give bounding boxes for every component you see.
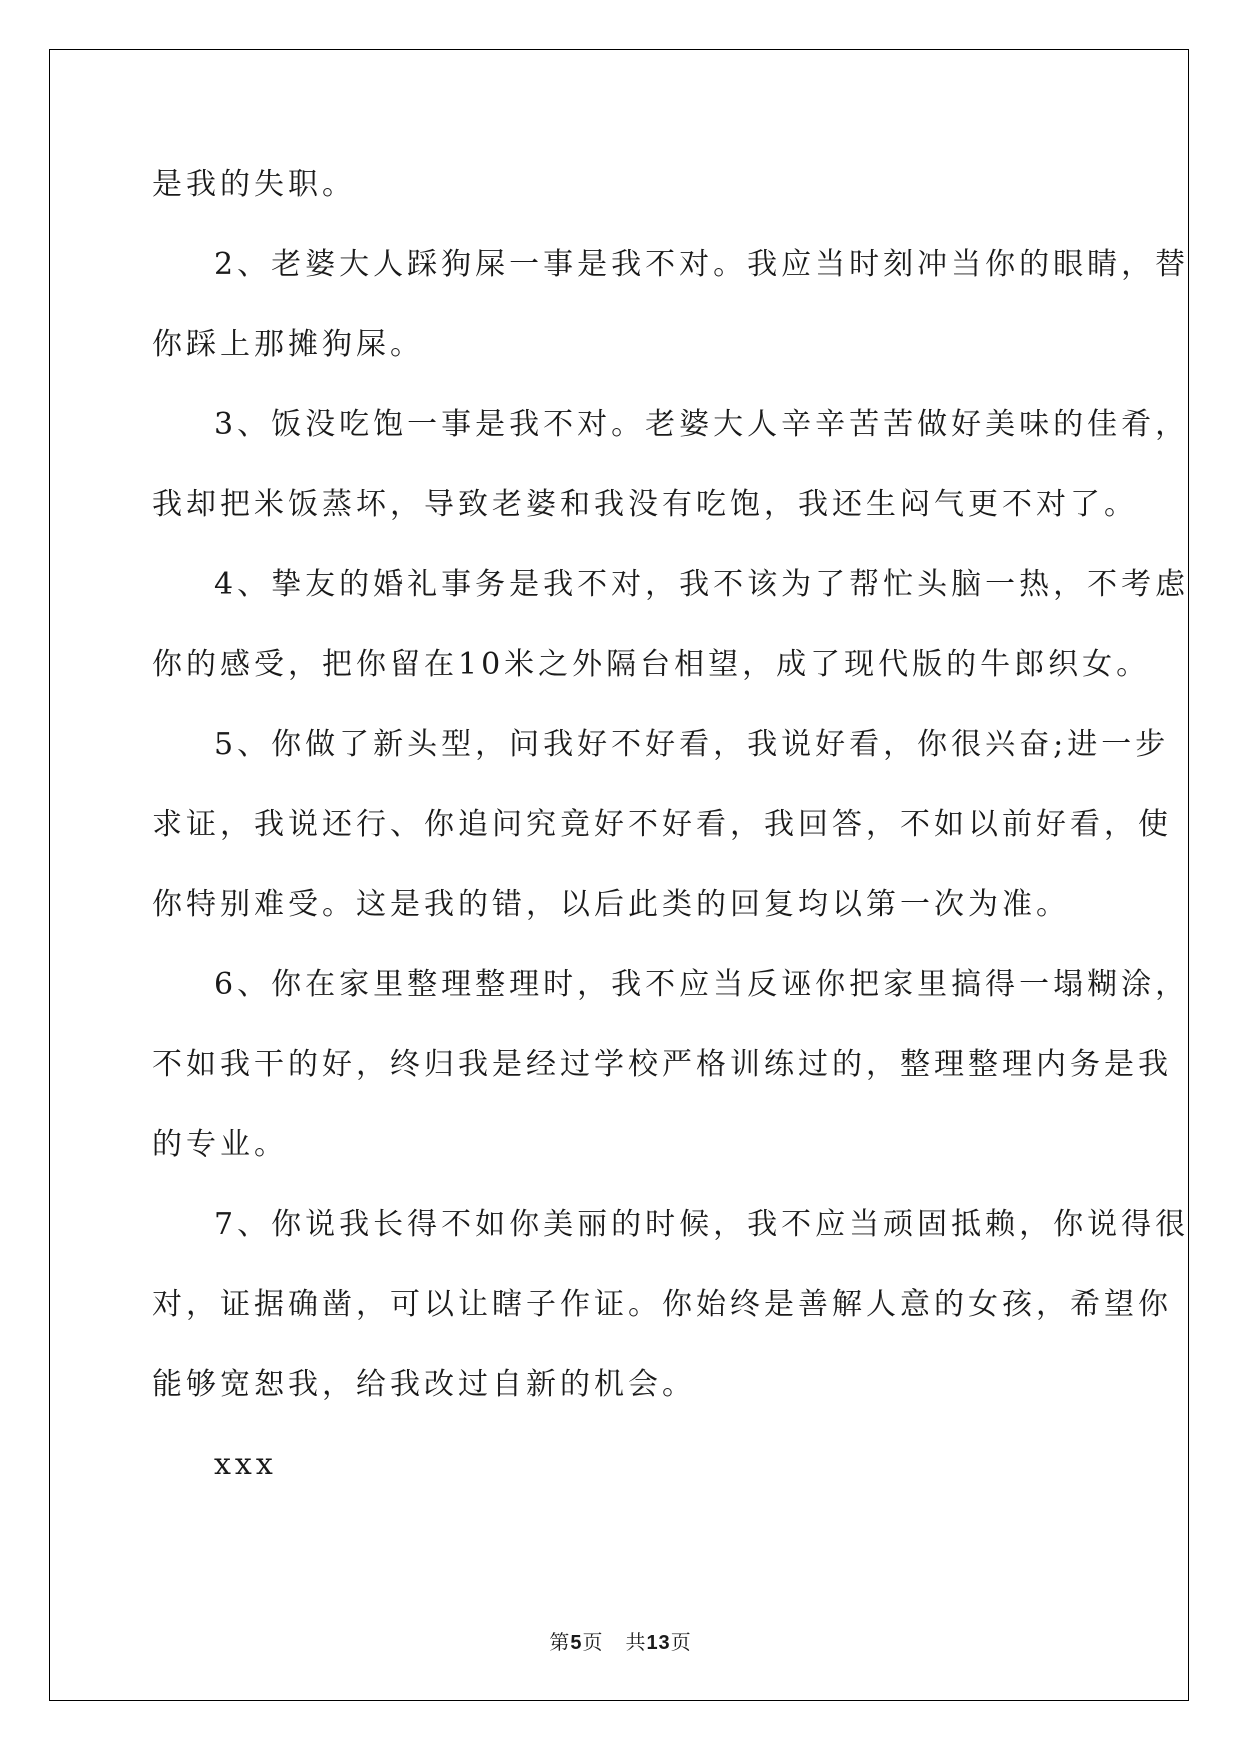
- body-line: 5、你做了新头型，问我好不好看，我说好看，你很兴奋;进一步: [214, 727, 1170, 762]
- body-line: 我却把米饭蒸坏，导致老婆和我没有吃饱，我还生闷气更不对了。: [152, 487, 1138, 522]
- letter-body: [152, 165, 1190, 1525]
- body-line: 6、你在家里整理整理时，我不应当反诬你把家里搞得一塌糊涂，: [214, 967, 1190, 1002]
- body-line: 你特别难受。这是我的错，以后此类的回复均以第一次为准。: [152, 887, 1070, 922]
- body-line: 你踩上那摊狗屎。: [152, 327, 424, 362]
- body-line: 的专业。: [152, 1127, 288, 1162]
- body-line: 4、挚友的婚礼事务是我不对，我不该为了帮忙头脑一热，不考虑: [214, 567, 1190, 602]
- total-prefix: 共: [625, 1630, 647, 1654]
- body-line: 能够宽恕我，给我改过自新的机会。: [152, 1367, 696, 1402]
- body-line: 2、老婆大人踩狗屎一事是我不对。我应当时刻冲当你的眼睛，替: [214, 247, 1190, 282]
- page-prefix: 第: [549, 1630, 571, 1654]
- total-suffix: 页: [670, 1630, 692, 1654]
- body-line: 7、你说我长得不如你美丽的时候，我不应当顽固抵赖，你说得很: [214, 1207, 1190, 1242]
- total-pages: 13: [646, 1632, 671, 1654]
- signature: xxx: [214, 1447, 277, 1482]
- body-line: 不如我干的好，终归我是经过学校严格训练过的，整理整理内务是我: [152, 1047, 1172, 1082]
- body-line: 对，证据确凿，可以让瞎子作证。你始终是善解人意的女孩，希望你: [152, 1287, 1172, 1322]
- page-number: 5: [570, 1632, 583, 1654]
- page-footer: [0, 1626, 1241, 1655]
- body-line: 是我的失职。: [152, 167, 356, 202]
- body-line: 你的感受，把你留在10米之外隔台相望，成了现代版的牛郎织女。: [152, 647, 1151, 682]
- body-line: 求证，我说还行、你追问究竟好不好看，我回答，不如以前好看，使: [152, 807, 1172, 842]
- body-line: 3、饭没吃饱一事是我不对。老婆大人辛辛苦苦做好美味的佳肴，: [214, 407, 1190, 442]
- page-suffix: 页: [582, 1630, 604, 1654]
